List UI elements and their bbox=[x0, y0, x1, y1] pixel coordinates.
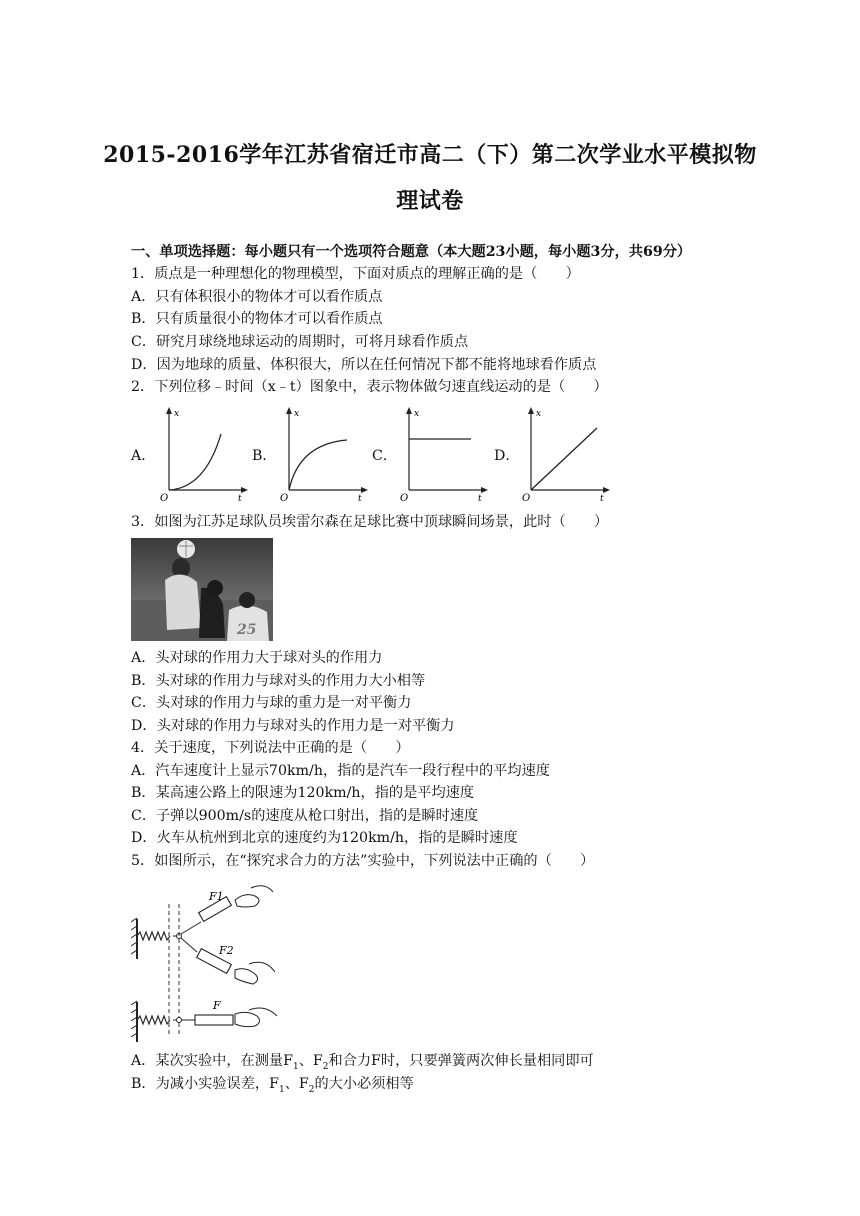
q4-option-b: B．某高速公路上的限速为120km/h，指的是平均速度 bbox=[131, 785, 475, 801]
q1-option-b: B．只有质量很小的物体才可以看作质点 bbox=[131, 311, 383, 327]
exam-title-line2: 理试卷 bbox=[396, 188, 464, 214]
q2-graph-d-y-label: x bbox=[536, 409, 542, 419]
q3-option-b: B．头对球的作用力与球对头的作用力大小相等 bbox=[131, 673, 426, 689]
q2-label-d: D． bbox=[494, 448, 520, 464]
exam-title-line1: 2015-2016学年江苏省宿迁市高二（下）第二次学业水平模拟物 bbox=[103, 142, 757, 168]
q5-stem: 5．如图所示，在“探究求合力的方法”实验中，下列说法中正确的（ ） bbox=[131, 853, 595, 869]
section-heading: 一、单项选择题：每小题只有一个选项符合题意（本大题23小题，每小题3分，共69分） bbox=[131, 244, 692, 260]
q2-graph-a-origin: O bbox=[160, 493, 169, 504]
q5-option-b-part1: B．为减小实验误差，F bbox=[131, 1076, 279, 1092]
q1-option-d: D．因为地球的质量、体积很大，所以在任何情况下都不能将地球看作质点 bbox=[131, 357, 597, 373]
q3-stem: 3．如图为江苏足球队员埃雷尔森在足球比赛中顶球瞬间场景，此时（ ） bbox=[131, 514, 609, 530]
q1-option-c: C．研究月球绕地球运动的周期时，可将月球看作质点 bbox=[131, 334, 469, 350]
q3-option-a: A．头对球的作用力大于球对头的作用力 bbox=[131, 650, 383, 666]
q5-option-b-sub2: 2 bbox=[308, 1084, 315, 1095]
q5-option-a-part2: 、F bbox=[298, 1053, 323, 1069]
q5-option-a-sub1: 1 bbox=[292, 1061, 299, 1072]
q5-option-b-part3: 的大小必须相等 bbox=[314, 1076, 414, 1092]
q3-option-d: D．头对球的作用力与球对头的作用力是一对平衡力 bbox=[131, 718, 455, 734]
q5-option-a-part3: 和合力F时，只要弹簧两次伸长量相同即可 bbox=[328, 1053, 594, 1069]
q2-graph-c bbox=[395, 404, 490, 504]
svg-text:25: 25 bbox=[237, 622, 257, 638]
q4-option-d: D．火车从杭州到北京的速度约为120km/h，指的是瞬时速度 bbox=[131, 830, 518, 846]
q2-graph-d-x-label: t bbox=[600, 494, 604, 504]
figure-label-f1: F1 bbox=[209, 890, 224, 903]
q2-label-c: C． bbox=[372, 448, 398, 464]
q4-stem: 4．关于速度，下列说法中正确的是（ ） bbox=[131, 740, 410, 756]
q5-option-b-sub1: 1 bbox=[278, 1084, 285, 1095]
q2-graph-c-x-label: t bbox=[478, 494, 482, 504]
figure-label-f: F bbox=[213, 999, 221, 1012]
q2-graph-b-x-label: t bbox=[358, 494, 362, 504]
q5-option-a-sub2: 2 bbox=[322, 1061, 329, 1072]
q2-label-b: B． bbox=[252, 448, 277, 464]
q2-graph-d-origin: O bbox=[522, 493, 531, 504]
q3-option-c: C．头对球的作用力与球的重力是一对平衡力 bbox=[131, 695, 412, 711]
q2-graph-a bbox=[155, 404, 250, 504]
q2-graph-d bbox=[517, 404, 612, 504]
q2-graph-c-origin: O bbox=[400, 493, 409, 504]
q2-label-a: A． bbox=[131, 448, 156, 464]
figure-label-f2: F2 bbox=[219, 944, 234, 957]
q2-graph-a-x-label: t bbox=[238, 494, 242, 504]
q2-graph-b-y-label: x bbox=[294, 409, 300, 419]
q5-option-b bbox=[131, 1074, 414, 1100]
q2-graph-b-origin: O bbox=[280, 493, 289, 504]
q4-option-c: C．子弹以900m/s的速度从枪口射出，指的是瞬时速度 bbox=[131, 808, 479, 824]
q5-option-a bbox=[131, 1051, 594, 1077]
soccer-photo bbox=[131, 538, 273, 641]
q1-option-a: A．只有体积很小的物体才可以看作质点 bbox=[131, 289, 383, 305]
q2-graph-c-y-label: x bbox=[414, 409, 420, 419]
q5-option-b-part2: 、F bbox=[284, 1076, 309, 1092]
spring-scale-figure bbox=[131, 874, 283, 1044]
q2-graph-a-y-label: x bbox=[174, 409, 180, 419]
q1-stem: 1．质点是一种理想化的物理模型，下面对质点的理解正确的是（ ） bbox=[131, 266, 580, 282]
q2-graph-b bbox=[275, 404, 370, 504]
q4-option-a: A．汽车速度计上显示70km/h，指的是汽车一段行程中的平均速度 bbox=[131, 763, 550, 779]
q5-option-a-part1: A．某次实验中，在测量F bbox=[131, 1053, 293, 1069]
q2-stem: 2．下列位移﹣时间（x﹣t）图象中，表示物体做匀速直线运动的是（ ） bbox=[131, 379, 608, 395]
